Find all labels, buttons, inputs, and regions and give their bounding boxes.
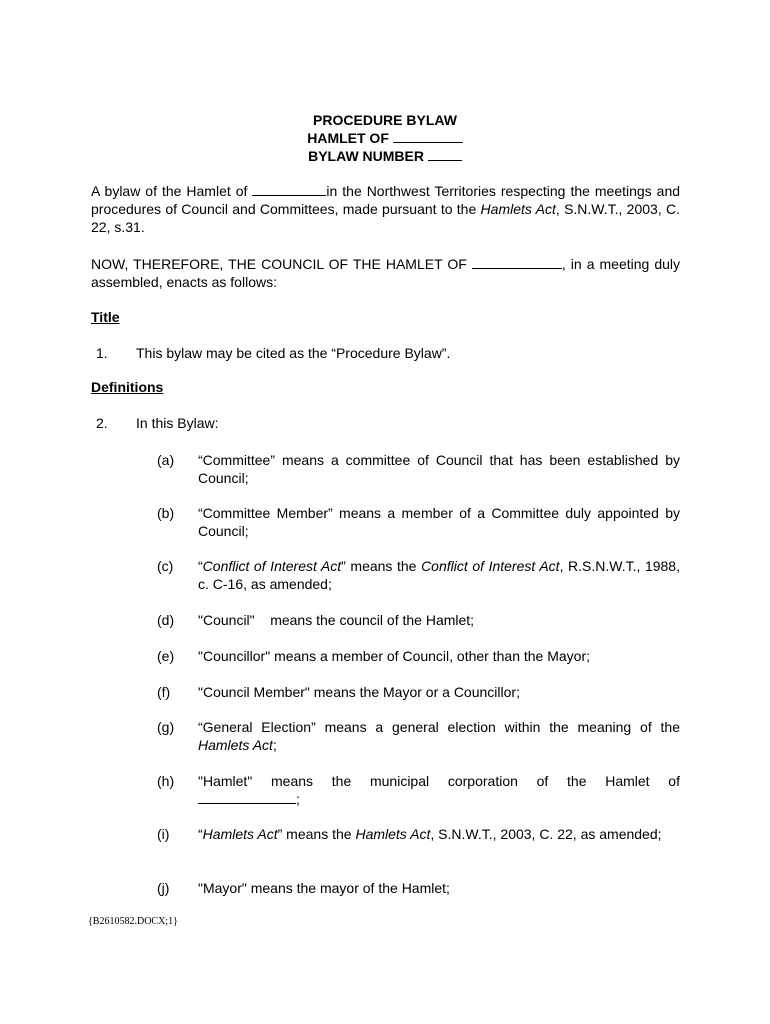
definition-d-letter: (d) xyxy=(157,612,175,628)
definition-i-act2: Hamlets Act xyxy=(355,826,431,842)
intro-act: Hamlets Act xyxy=(480,201,556,217)
title-heading: Title xyxy=(91,309,120,325)
definition-i-quote: “ xyxy=(198,826,203,842)
definition-f-text: "Council Member" means the Mayor or a Councillor; xyxy=(198,684,520,700)
definition-c-text xyxy=(198,557,680,593)
bylaw-title-text: PROCEDURE BYLAW xyxy=(313,112,457,128)
bylaw-number-blank xyxy=(428,147,462,161)
definition-g-tail: ; xyxy=(272,737,277,753)
enactment-paragraph xyxy=(91,255,680,291)
definition-f-letter: (f) xyxy=(157,684,171,700)
definition-g-letter: (g) xyxy=(157,719,175,735)
definition-c-act1: Conflict of Interest Act xyxy=(202,558,342,574)
definition-d-text: "Council" means the council of the Hamlet; xyxy=(198,612,475,628)
definition-c-tail: , R.S.N.W.T., 1988, c. C-16, as amended; xyxy=(198,558,680,592)
definition-c-quote: “ xyxy=(198,558,203,574)
definition-h-body: "Hamlet" means the municipal corporation of the Hamlet of xyxy=(198,773,680,789)
enact-part2: , in a meeting duly assembled, enacts as follows: xyxy=(91,256,681,290)
definition-g-text xyxy=(198,718,680,754)
intro-part3: , S.N.W.T., 2003, C. 22, s.31. xyxy=(91,201,681,235)
hamlet-line xyxy=(0,129,770,148)
definition-h-line2 xyxy=(198,790,680,808)
section-2-number: 2. xyxy=(96,415,108,431)
definition-i-text xyxy=(198,825,680,843)
intro-hamlet-blank xyxy=(252,182,326,196)
definition-g-body: “General Election” means a general election within the meaning of the xyxy=(198,719,680,735)
definition-a-letter: (a) xyxy=(157,452,175,468)
enact-part1: NOW, THEREFORE, THE COUNCIL OF THE HAMLET OF xyxy=(91,256,467,272)
definition-i-mid: ” means the xyxy=(277,826,356,842)
definition-c-mid: ” means the xyxy=(341,558,422,574)
definition-i-act1: Hamlets Act xyxy=(202,826,278,842)
definition-j-text: "Mayor" means the mayor of the Hamlet; xyxy=(198,880,450,896)
definition-h-blank xyxy=(198,790,296,804)
hamlet-label: HAMLET OF xyxy=(307,130,389,146)
section-2-text: In this Bylaw: xyxy=(136,415,219,431)
definitions-heading: Definitions xyxy=(91,379,164,395)
definition-e-letter: (e) xyxy=(157,648,175,664)
intro-paragraph xyxy=(91,182,680,236)
definition-i-letter: (i) xyxy=(157,826,170,842)
definition-c-letter: (c) xyxy=(157,558,174,574)
definition-j-letter: (j) xyxy=(157,880,170,896)
intro-part1: A bylaw of the Hamlet of xyxy=(91,183,248,199)
document-id-footer: {B2610582.DOCX;1} xyxy=(88,916,178,927)
definition-h-tail: ; xyxy=(296,791,300,807)
bylaw-number-label: BYLAW NUMBER xyxy=(308,148,424,164)
definition-c-act2: Conflict of Interest Act xyxy=(421,558,560,574)
bylaw-number-line xyxy=(0,147,770,166)
enact-hamlet-blank xyxy=(472,255,562,269)
intro-part2: in the Northwest Territories respecting the meetings and procedures of Council and Committees, made pursuant to the xyxy=(91,183,681,217)
definition-b-letter: (b) xyxy=(157,505,175,521)
definition-b-text: “Committee Member” means a member of a Committee duly appointed by Council; xyxy=(198,505,680,539)
definition-e-text: "Councillor" means a member of Council, other than the Mayor; xyxy=(198,648,591,664)
section-1-text: This bylaw may be cited as the “Procedure Bylaw”. xyxy=(136,345,451,361)
section-1-number: 1. xyxy=(96,345,108,361)
definition-h-text xyxy=(198,772,680,790)
definition-a-text: “Committee” means a committee of Council that has been established by Council; xyxy=(198,452,680,486)
bylaw-title xyxy=(0,111,770,130)
definition-h-letter: (h) xyxy=(157,773,175,789)
definition-g-act: Hamlets Act xyxy=(198,737,273,753)
hamlet-blank xyxy=(393,129,463,143)
definition-i-tail: , S.N.W.T., 2003, C. 22, as amended; xyxy=(430,826,662,842)
